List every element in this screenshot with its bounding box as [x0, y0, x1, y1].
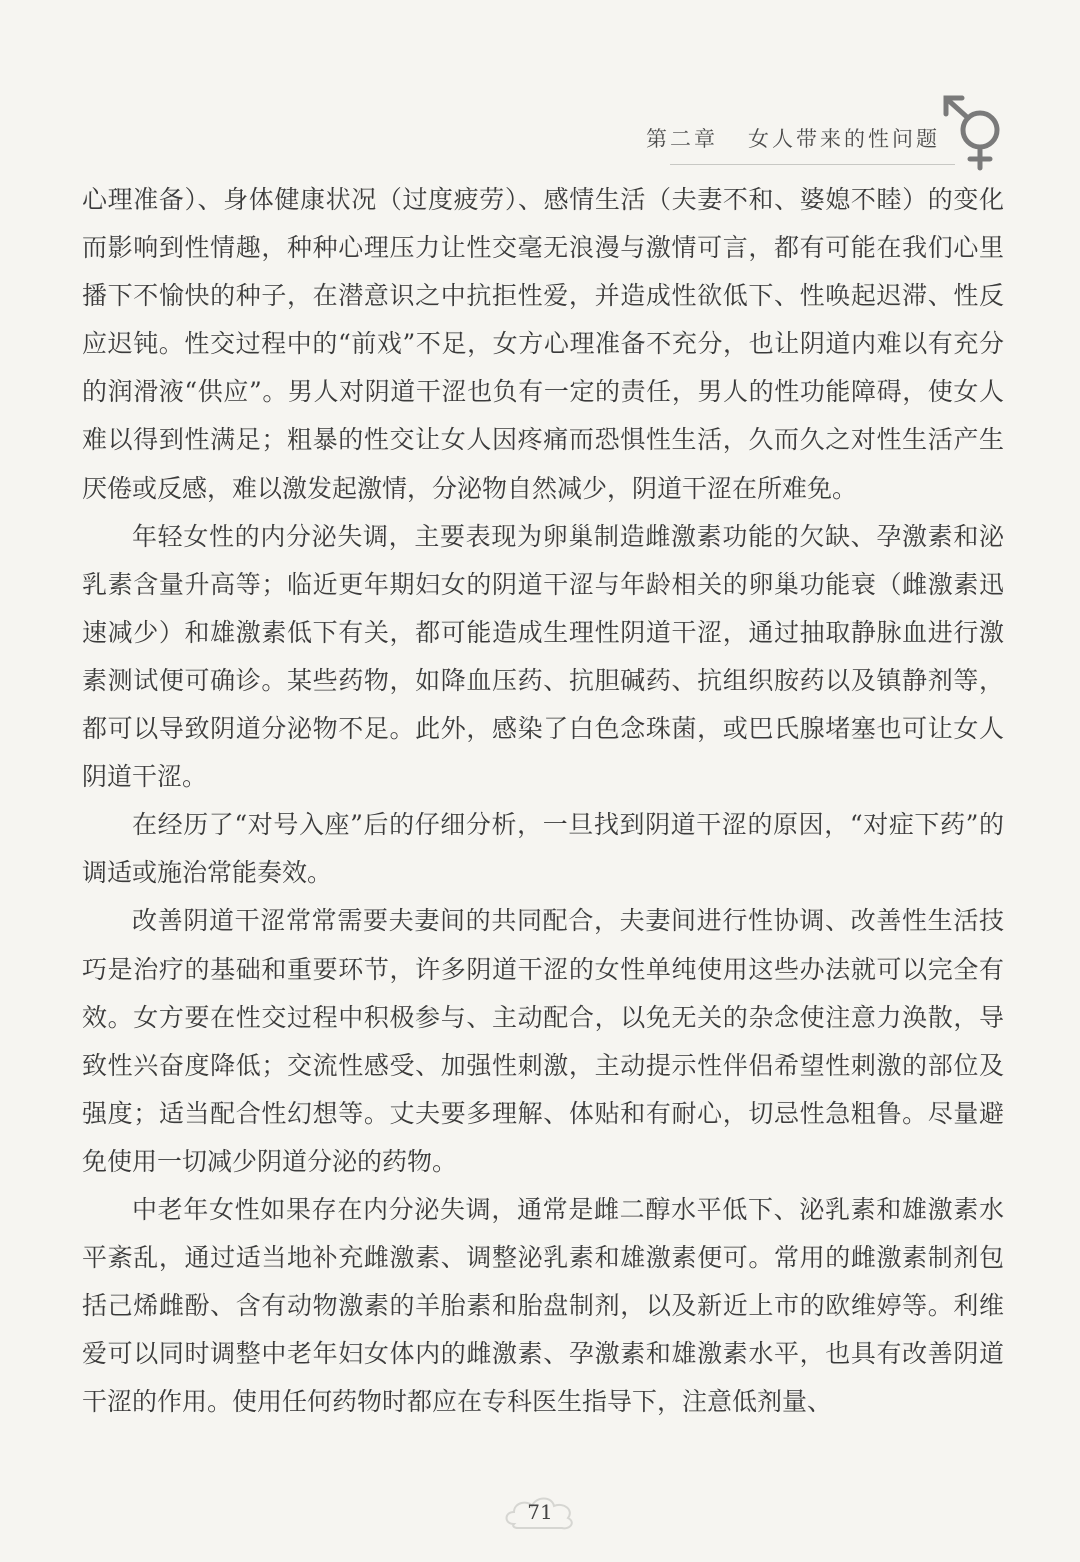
chapter-title: 女人带来的性问题	[748, 127, 940, 151]
body-text	[82, 176, 1004, 1426]
paragraph-3: 在经历了“对号入座”后的仔细分析，一旦找到阴道干涩的原因，“对症下药”的调适或施治常能奏效。	[82, 810, 1004, 888]
paragraph-4: 改善阴道干涩常常需要夫妻间的共同配合，夫妻间进行性协调、改善性生活技巧是治疗的基础和重要环节，许多阴道干涩的女性单纯使用这些办法就可以完全有效。女方要在性交过程中积极参与、主动配合，以免无关的杂念使注意力涣散，导致性兴奋度降低；交流性感受、加强性刺激，主动提示性伴侣希望性刺激的部位及强度；适当配合性幻想等。丈夫要多理解、体贴和有耐心，切忌性急粗鲁。尽量避免使用一切减少阴道分泌的药物。	[82, 906, 1004, 1176]
running-header	[600, 118, 940, 158]
paragraph-2: 年轻女性的内分泌失调，主要表现为卵巢制造雌激素功能的欠缺、孕激素和泌乳素含量升高等；临近更年期妇女的阴道干涩与年龄相关的卵巢功能衰（雌激素迅速减少）和雄激素低下有关，都可能造成生理性阴道干涩，通过抽取静脉血进行激素测试便可确诊。某些药物，如降血压药、抗胆碱药、抗组织胺药以及镇静剂等，都可以导致阴道分泌物不足。此外，感染了白色念珠菌，或巴氏腺堵塞也可让女人阴道干涩。	[82, 521, 1004, 792]
page-number: 71	[527, 1500, 553, 1524]
chapter-label: 第二章	[646, 127, 718, 151]
paragraph-5: 中老年女性如果存在内分泌失调，通常是雌二醇水平低下、泌乳素和雄激素水平紊乱，通过适当地补充雌激素、调整泌乳素和雄激素便可。常用的雌激素制剂包括己烯雌酚、含有动物激素的羊胎素和胎盘制剂，以及新近上市的欧维婷等。利维爱可以同时调整中老年妇女体内的雌激素、孕激素和雄激素水平，也具有改善阴道干涩的作用。使用任何药物时都应在专科医生指导下，注意低剂量、	[82, 1194, 1004, 1417]
paragraph-1: 心理准备）、身体健康状况（过度疲劳）、感情生活（夫妻不和、婆媳不睦）的变化而影响到性情趣，种种心理压力让性交毫无浪漫与激情可言，都有可能在我们心里播下不愉快的种子，在潜意识之中抗拒性爱，并造成性欲低下、性唤起迟滞、性反应迟钝。性交过程中的“前戏”不足，女方心理准备不充分，也让阴道内难以有充分的润滑液“供应”。男人对阴道干涩也负有一定的责任，男人的性功能障碍，使女人难以得到性满足；粗暴的性交让女人因疼痛而恐惧性生活，久而久之对性生活产生厌倦或反感，难以激发起激情，分泌物自然减少，阴道干涩在所难免。	[82, 185, 1004, 503]
gender-symbol-icon	[936, 92, 1016, 172]
header-rule	[670, 164, 955, 165]
page-number-badge	[500, 1490, 580, 1534]
